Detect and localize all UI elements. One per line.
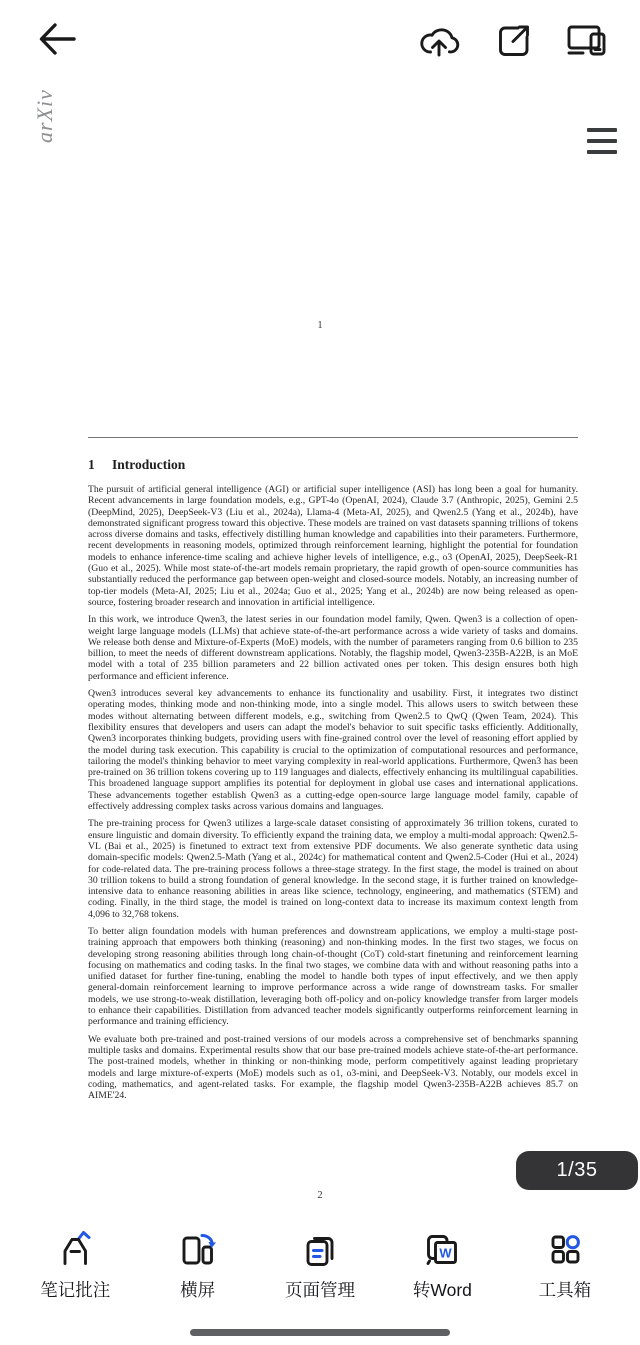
toolbox-grid-icon: [545, 1230, 585, 1273]
paragraph: To better align foundation models with human preferences and downstream applications, we employ a multi-stage post-training approach that empowers both thinking (reasoning) and non-thinking modes. In the first two stages, we focus on developing strong reasoning abilities through long chain-of-thought (CoT) cold-start finetuning and reinforcement learning focusing on mathematics and coding tasks. In the final two stages, we combine data with and without reasoning paths into a unified dataset for further fine-tuning, enabling the model to handle both types of input effectively, and we then apply general-domain reinforcement learning to improve performance across a wide range of downstream tasks. For smaller models, we use strong-to-weak distillation, leveraging both off-policy and on-policy knowledge transfer from larger models to enhance their capabilities. Distillation from advanced teacher models significantly outperforms reinforcement learning in performance and training efficiency.: [88, 925, 578, 1028]
toolbar-item-landscape[interactable]: [136, 1230, 258, 1320]
toolbar-label: 页面管理: [285, 1280, 356, 1300]
toolbar-label: 工具箱: [538, 1280, 592, 1300]
section-heading: [88, 457, 578, 473]
section-divider: [88, 437, 578, 438]
paragraph: The pursuit of artificial general intelligence (AGI) or artificial super intelligence (ASI) has long been a goal for humanity. Recent advancements in large foundation models, e.g., GPT-4o (OpenAI, 2024), Claude 3.7 (Anthropic, 2025), Gemini 2.5 (DeepMind, 2025), DeepSeek-V3 (Liu et al., 2024a), Llama-4 (Meta-AI, 2025), and Qwen2.5 (Yang et al., 2024b), have demonstrated significant progress toward this objective. These models are trained on vast datasets spanning trillions of tokens across diverse domains and tasks, effectively distilling human knowledge and capabilities into their parameters. Furthermore, recent developments in reasoning models, optimized through reinforcement learning, highlight the potential for foundation models to enhance inference-time scaling and achieve higher levels of intelligence, e.g., o3 (OpenAI, 2025), DeepSeek-R1 (Guo et al., 2025). While most state-of-the-art models remain proprietary, the rapid growth of open-source communities has substantially reduced the performance gap between open-weight and closed-source models. Notably, an increasing number of top-tier models (Meta-AI, 2025; Liu et al., 2024a; Guo et al., 2025; Yang et al., 2024b) are now being released as open-source, fostering broader research and innovation in artificial intelligence.: [88, 484, 578, 608]
toolbar-item-annotate[interactable]: [14, 1230, 136, 1320]
page-1-number: 1: [317, 320, 323, 331]
paragraph: We evaluate both pre-trained and post-trained versions of our models across a comprehensive set of benchmarks spanning multiple tasks and domains. Experimental results show that our base pre-trained models achieve state-of-the-art performance. The post-trained models, whether in thinking or non-thinking mode, perform competitively against leading proprietary models and large mixture-of-experts (MoE) models such as o1, o3-mini, and DeepSeek-V3. Notably, our models excel in coding, mathematics, and agent-related tasks. For example, the flagship model Qwen3-235B-A22B achieves 85.7 on AIME'24.: [88, 1033, 578, 1102]
page-2-number: 2: [317, 1190, 323, 1201]
paragraph: The pre-training process for Qwen3 utilizes a large-scale dataset consisting of approximately 36 trillion tokens, curated to ensure linguistic and domain diversity. To efficiently expand the training data, we employ a multi-modal approach: Qwen2.5-VL (Bai et al., 2025) is finetuned to extract text from extensive PDF documents. We also generate synthetic data using domain-specific models: Qwen2.5-Math (Yang et al., 2024c) for mathematical content and Qwen2.5-Coder (Hui et al., 2024) for code-related data. The pre-training process follows a three-stage strategy. In the first stage, the model is trained on about 30 trillion tokens to build a strong foundation of general knowledge. In the second stage, it is further trained on knowledge-intensive data to enhance reasoning abilities in areas like science, technology, engineering, and mathematics (STEM) and coding. Finally, in the third stage, the model is trained on long-context data to increase its maximum context length from 4,096 to 32,768 tokens.: [88, 818, 578, 920]
toolbar-label: 笔记批注: [40, 1280, 111, 1300]
section-title: Introduction: [112, 457, 186, 472]
word-letter: W: [439, 1245, 453, 1261]
arxiv-watermark: arXiv: [32, 89, 57, 143]
home-indicator[interactable]: [190, 1329, 450, 1336]
toolbar-item-toolbox[interactable]: [504, 1230, 626, 1320]
toolbar-item-convert-word[interactable]: [381, 1230, 503, 1320]
toolbar-label: 横屏: [180, 1280, 216, 1300]
bottom-toolbar: [0, 1230, 640, 1320]
document-text: [88, 484, 578, 1190]
page-indicator-text: 1/35: [556, 1159, 598, 1181]
section-number: 1: [88, 457, 95, 472]
convert-word-icon: [422, 1230, 462, 1273]
toolbar-item-page-manage[interactable]: [259, 1230, 381, 1320]
page-indicator-badge: [516, 1151, 638, 1190]
paragraph: Qwen3 introduces several key advancements to enhance its functionality and usability. First, it integrates two distinct operating modes, thinking mode and non-thinking mode, into a single model. This allows users to switch between these modes without alternating between different models, e.g., switching from Qwen2.5 to QwQ (Qwen Team, 2024). This flexibility ensures that developers and users can adapt the model's behavior to suit specific tasks efficiently. Additionally, Qwen3 incorporates thinking budgets, providing users with fine-grained control over the level of reasoning effort applied by the model during task execution. This capability is crucial to the optimization of computational resources and performance, tailoring the model's thinking behavior to meet varying complexity in real-world applications. Furthermore, Qwen3 has been pre-trained on 36 trillion tokens covering up to 119 languages and dialects, effectively enhancing its multilingual capabilities. This broadened language support amplifies its potential for deployment in global use cases and international applications. These advancements together establish Qwen3 as a cutting-edge open-source large language model family, capable of effectively addressing complex tasks across various domains and languages.: [88, 688, 578, 813]
page-manage-icon: [300, 1230, 340, 1273]
rotate-landscape-icon: [178, 1230, 218, 1273]
toolbar-label: 转Word: [412, 1280, 472, 1300]
annotate-pen-icon: [55, 1230, 95, 1273]
paragraph: In this work, we introduce Qwen3, the latest series in our foundation model family, Qwen. Qwen3 is a collection of open-weight large language models (LLMs) that achieve state-of-the-art performance across a wide variety of tasks and domains. We release both dense and Mixture-of-Experts (MoE) models, with the number of parameters ranging from 0.6 billion to 235 billion, to meet the needs of different downstream applications. Notably, the flagship model, Qwen3-235B-A22B, is an MoE model with a total of 235 billion parameters and 22 billion activated ones per token. This design ensures both high performance and efficient inference.: [88, 614, 578, 682]
